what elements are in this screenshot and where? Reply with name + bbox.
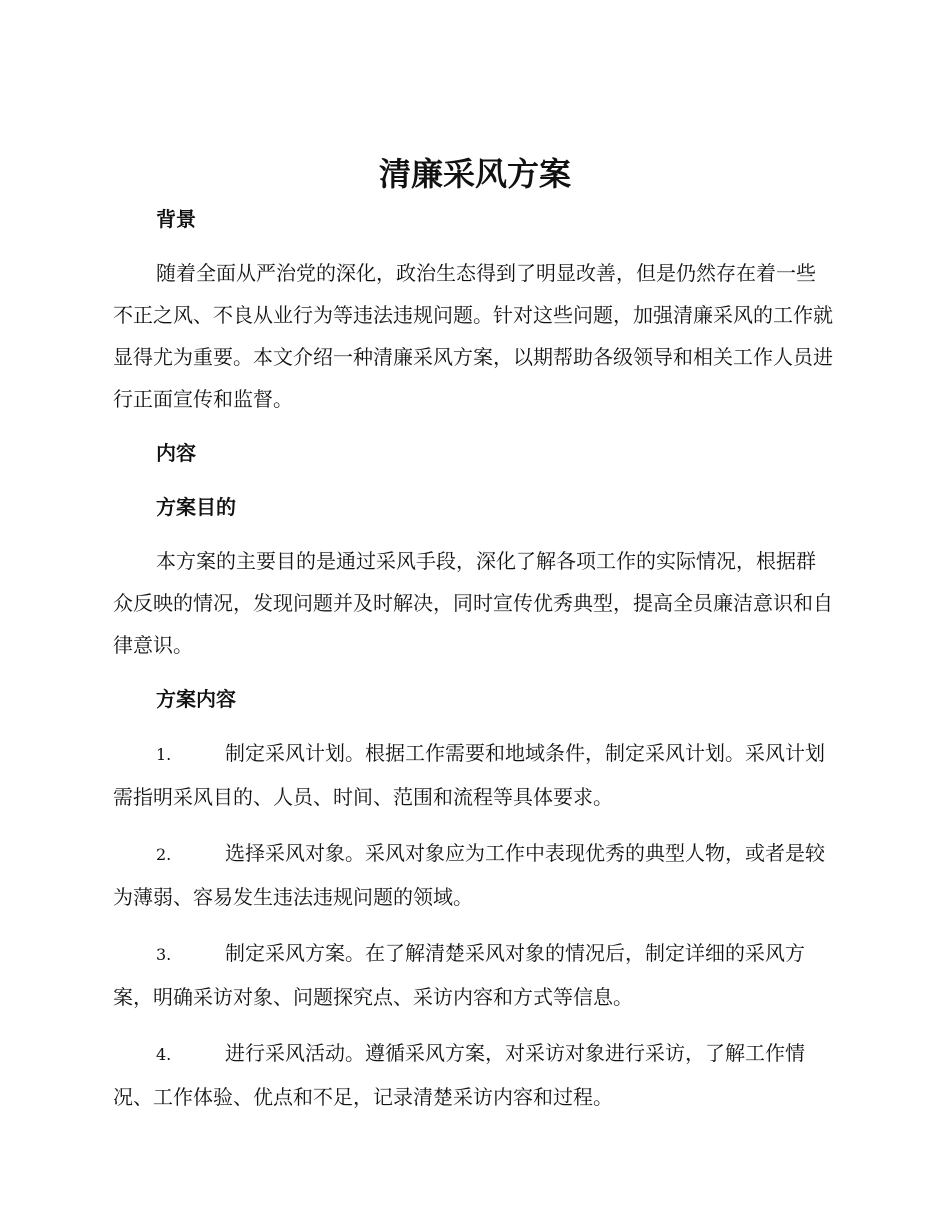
purpose-heading: 方案目的 bbox=[156, 495, 236, 519]
list-item-text: 选择采风对象。采风对象应为工作中表现优秀的典型人物，或者是较为薄弱、容易发生违法违规问题的领域。 bbox=[113, 841, 825, 909]
list-item bbox=[113, 932, 835, 1018]
list-number: 1. bbox=[156, 745, 172, 764]
content-heading: 内容 bbox=[156, 441, 196, 465]
list-item-text: 进行采风活动。遵循采风方案，对采访对象进行采访，了解工作情况、工作体验、优点和不足，记录清楚采访内容和过程。 bbox=[113, 1041, 805, 1109]
list-number: 3. bbox=[156, 945, 172, 964]
document-title: 清廉采风方案 bbox=[378, 155, 571, 193]
plan-heading: 方案内容 bbox=[156, 687, 236, 711]
list-item bbox=[113, 732, 835, 818]
document-body bbox=[113, 198, 835, 1118]
list-item-text: 制定采风计划。根据工作需要和地域条件，制定采风计划。采风计划需指明采风目的、人员、时间、范围和流程等具体要求。 bbox=[113, 741, 825, 809]
list-number: 2. bbox=[156, 845, 172, 864]
list-item-text: 制定采风方案。在了解清楚采风对象的情况后，制定详细的采风方案，明确采访对象、问题探究点、采访内容和方式等信息。 bbox=[113, 941, 805, 1009]
background-paragraph: 随着全面从严治党的深化，政治生态得到了明显改善，但是仍然存在着一些不正之风、不良从业行为等违法违规问题。针对这些问题，加强清廉采风的工作就显得尤为重要。本文介绍一种清廉采风方案，以期帮助各级领导和相关工作人员进行正面宣传和监督。 bbox=[113, 261, 833, 411]
list-item bbox=[113, 832, 835, 918]
purpose-paragraph: 本方案的主要目的是通过采风手段，深化了解各项工作的实际情况，根据群众反映的情况，发现问题并及时解决，同时宣传优秀典型，提高全员廉洁意识和自律意识。 bbox=[113, 549, 833, 657]
list-number: 4. bbox=[156, 1045, 172, 1064]
background-heading: 背景 bbox=[156, 207, 196, 231]
list-item bbox=[113, 1032, 835, 1118]
